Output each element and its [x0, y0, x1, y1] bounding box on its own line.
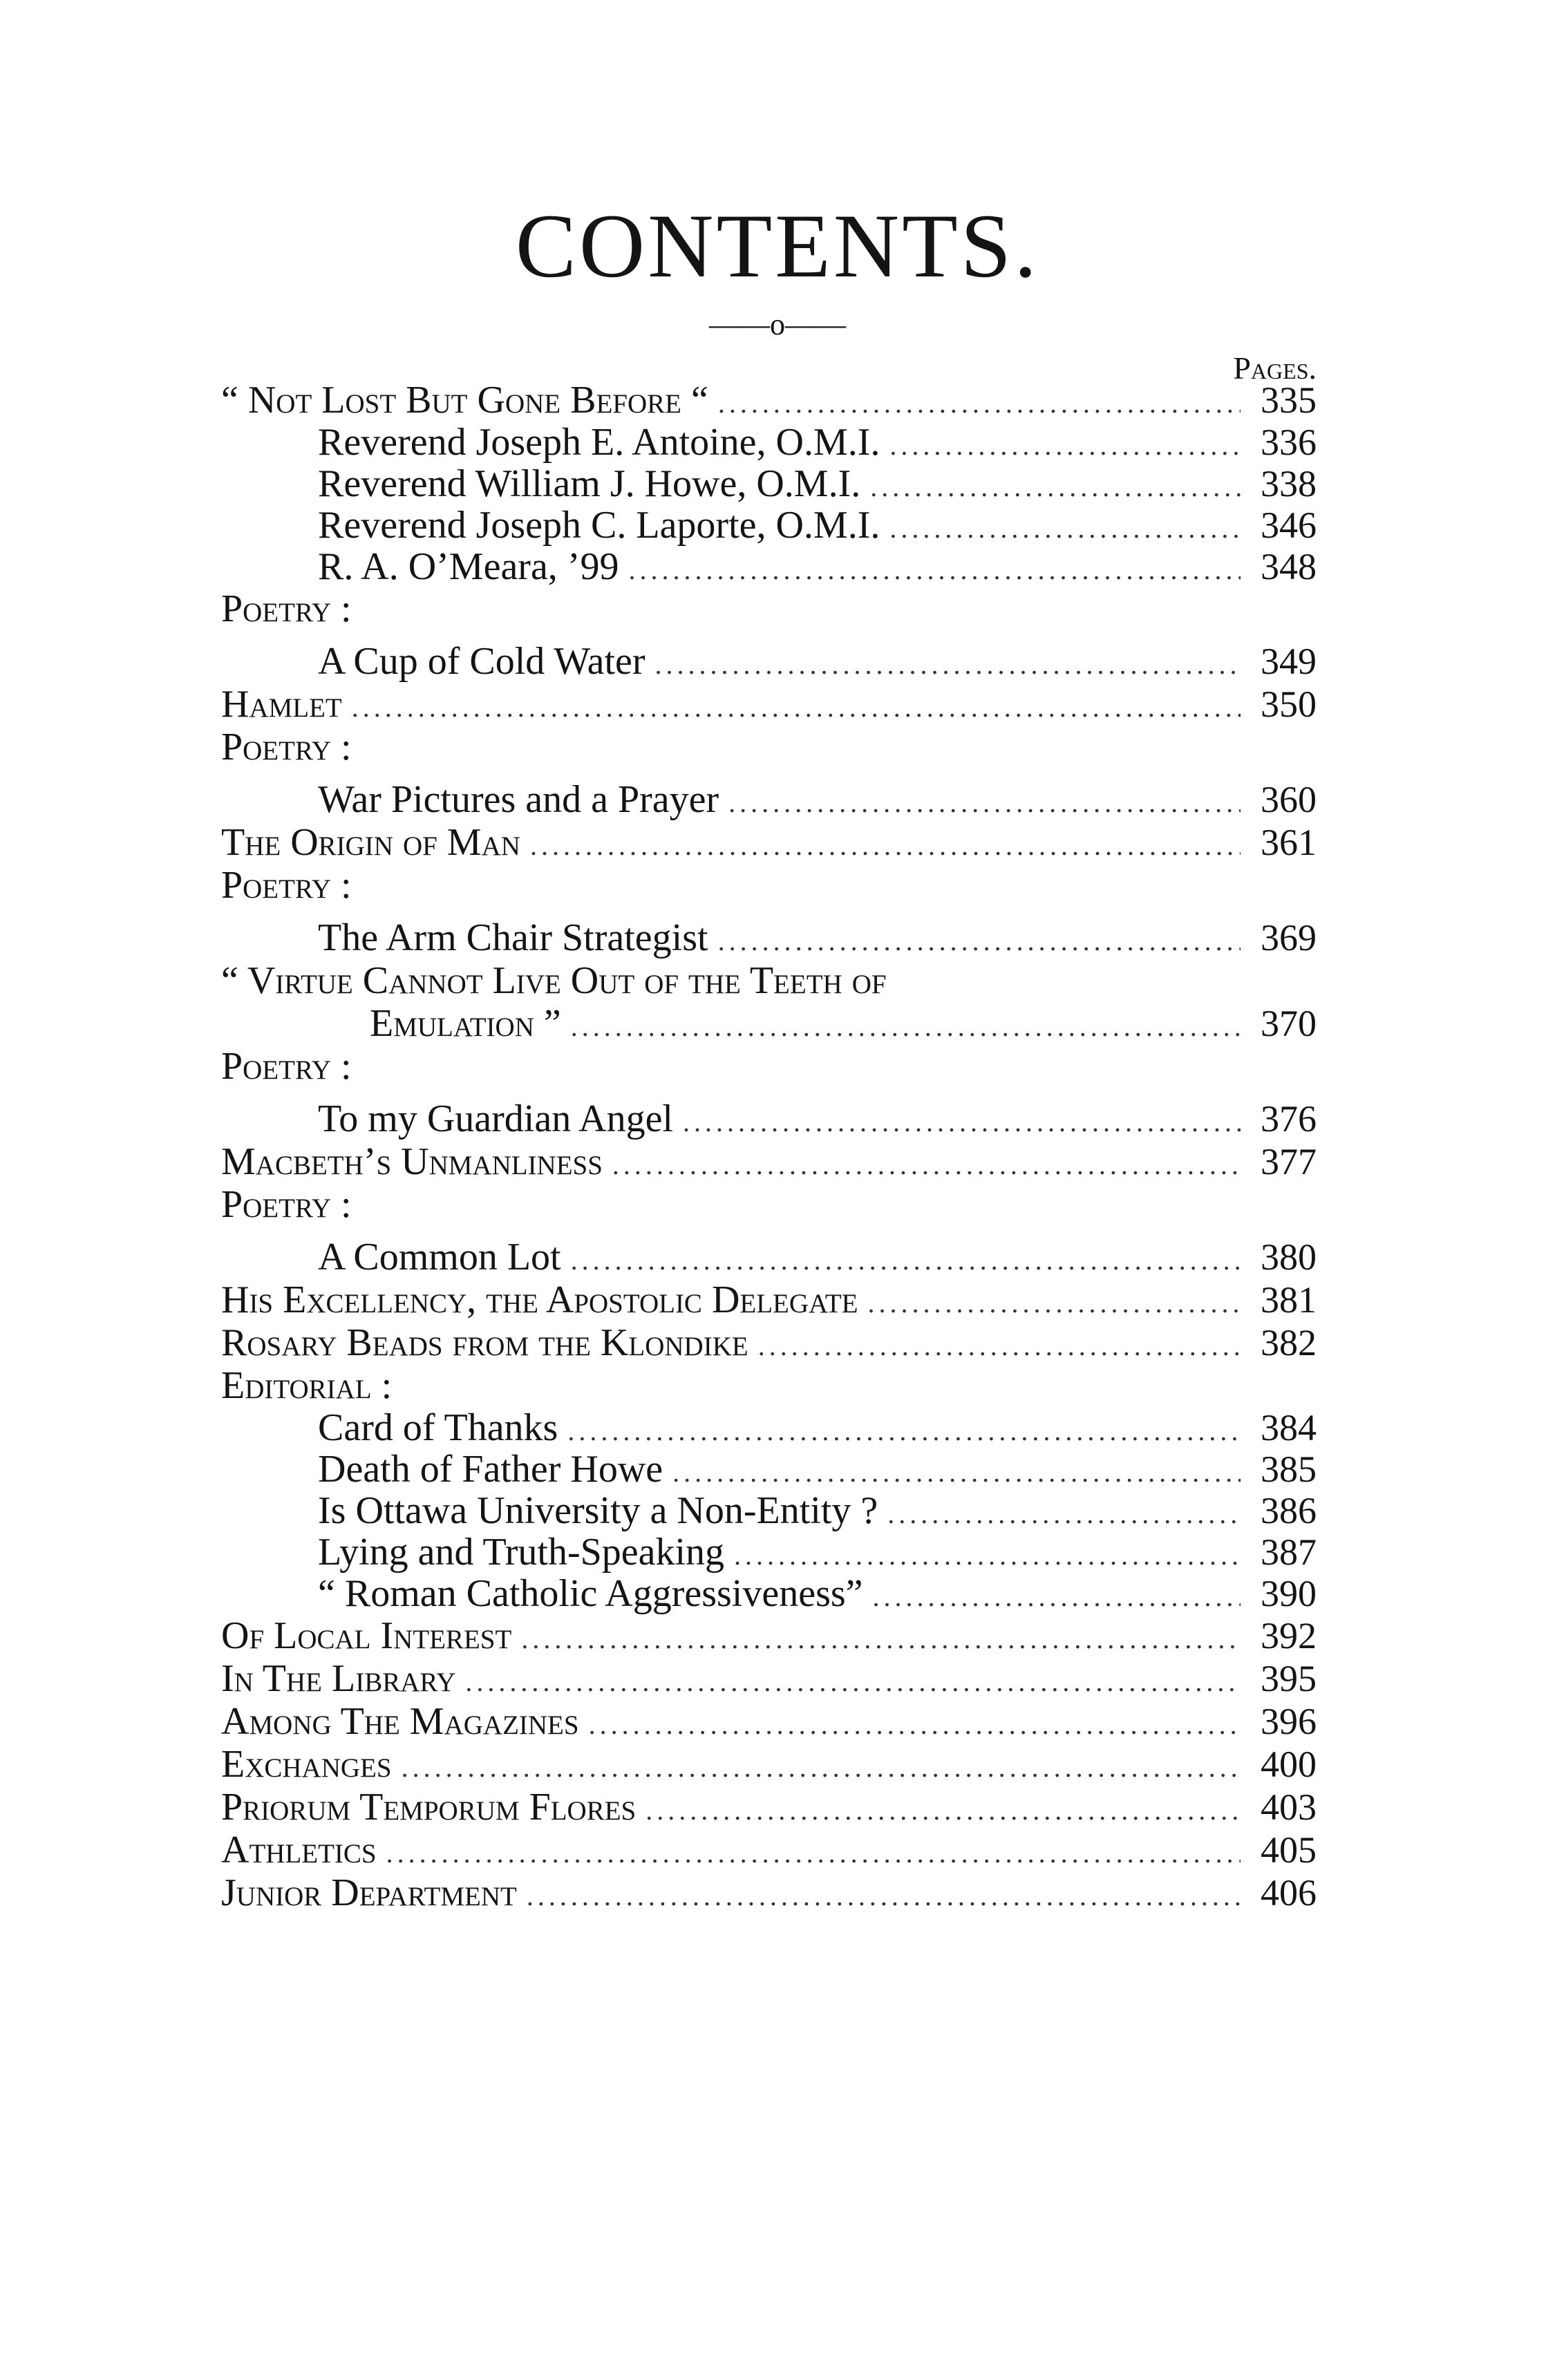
toc-entry-title: Rosary Beads from the Klondike — [221, 1321, 748, 1364]
dot-leader — [571, 1239, 1241, 1282]
pages-column-label: Pages. — [1233, 350, 1317, 386]
toc-entry — [221, 1364, 1317, 1407]
toc-entry — [221, 640, 1317, 683]
toc-entry-page-number: 386 — [1261, 1490, 1317, 1531]
toc-entry-title: “ Roman Catholic Aggressiveness” — [318, 1572, 863, 1615]
dot-leader — [612, 1144, 1241, 1187]
toc-entry-page-number: 349 — [1261, 641, 1317, 682]
toc-entry-title: Poetry : — [221, 1183, 352, 1226]
toc-entry-page-number: 369 — [1261, 917, 1317, 958]
toc-entry-page-number: 396 — [1261, 1701, 1317, 1742]
toc-entry-page-number: 392 — [1261, 1615, 1317, 1656]
toc-entry-page-number: 384 — [1261, 1407, 1317, 1448]
toc-entry — [221, 504, 1317, 546]
dot-leader — [571, 1005, 1241, 1048]
dot-leader — [873, 1576, 1241, 1618]
dot-leader — [870, 466, 1241, 508]
toc-entry-title: Poetry : — [221, 1045, 352, 1088]
toc-entry — [221, 1743, 1317, 1786]
toc-entry — [221, 959, 1317, 1002]
toc-entry — [221, 821, 1317, 864]
dot-leader — [672, 1452, 1241, 1493]
toc-entry — [221, 683, 1317, 726]
toc-entry-title: Reverend William J. Howe, O.M.I. — [318, 462, 861, 505]
toc-entry-page-number: 360 — [1261, 779, 1317, 820]
toc-entry-title: His Excellency, the Apostolic Delegate — [221, 1278, 858, 1321]
toc-entry — [221, 778, 1317, 821]
toc-entry-title: A Common Lot — [318, 1236, 561, 1278]
toc-entry-title: Editorial : — [221, 1364, 393, 1407]
toc-entry-page-number: 370 — [1261, 1003, 1317, 1044]
toc-entry — [221, 379, 1317, 422]
toc-entry — [221, 864, 1317, 907]
toc-entry-title: Athletics — [221, 1829, 377, 1871]
toc-entry-page-number: 387 — [1261, 1531, 1317, 1573]
toc-entry-title: Lying and Truth-Speaking — [318, 1531, 725, 1574]
toc-entry-title: Macbeth’s Unmanliness — [221, 1140, 603, 1183]
toc-entry-page-number: 376 — [1261, 1098, 1317, 1140]
dot-leader — [889, 425, 1241, 466]
toc-entry — [221, 546, 1317, 587]
toc-entry-page-number: 406 — [1261, 1872, 1317, 1914]
dot-leader — [655, 643, 1241, 686]
toc-entry — [221, 1871, 1317, 1914]
toc-entry-page-number: 390 — [1261, 1573, 1317, 1614]
toc-entry-title: Poetry : — [221, 864, 352, 907]
toc-entry — [221, 1490, 1317, 1531]
toc-entry — [221, 1140, 1317, 1183]
toc-entry-title: Exchanges — [221, 1743, 392, 1786]
dot-leader — [402, 1746, 1241, 1789]
toc-entry-page-number: 361 — [1261, 822, 1317, 863]
toc-entry — [221, 422, 1317, 463]
toc-entry — [221, 1448, 1317, 1490]
toc-entry — [221, 1278, 1317, 1321]
toc-entry-page-number: 350 — [1261, 683, 1317, 725]
dot-leader — [628, 549, 1241, 591]
toc-entry — [221, 1786, 1317, 1829]
toc-entry-page-number: 377 — [1261, 1141, 1317, 1182]
dot-leader — [530, 824, 1241, 867]
dot-leader — [718, 920, 1241, 963]
title-divider: ——o—— — [709, 308, 846, 341]
toc-entry-title: “ Not Lost But Gone Before “ — [221, 379, 708, 422]
toc-entry-title: Card of Thanks — [318, 1406, 558, 1449]
page-title: CONTENTS. — [515, 195, 1040, 296]
dot-leader — [589, 1703, 1241, 1746]
toc-entry-title: Is Ottawa University a Non-Entity ? — [318, 1489, 878, 1532]
dot-leader — [645, 1789, 1241, 1832]
toc-entry-page-number: 348 — [1261, 546, 1317, 587]
toc-entry — [221, 1573, 1317, 1614]
toc-entry-title: The Origin of Man — [221, 821, 520, 864]
toc-entry-title: The Arm Chair Strategist — [318, 916, 708, 959]
toc-entry-title: Reverend Joseph C. Laporte, O.M.I. — [318, 504, 880, 547]
toc-entry-title: Priorum Temporum Flores — [221, 1786, 637, 1829]
toc-entry — [221, 1002, 1317, 1045]
dot-leader — [465, 1661, 1241, 1703]
toc-entry-page-number: 336 — [1261, 422, 1317, 463]
toc-entry — [221, 726, 1317, 768]
toc-entry-page-number: 400 — [1261, 1744, 1317, 1785]
dot-leader — [889, 508, 1241, 549]
dot-leader — [887, 1493, 1241, 1535]
toc-entry — [221, 1236, 1317, 1278]
toc-entry-title: War Pictures and a Prayer — [318, 778, 719, 821]
toc-entry-title: Junior Department — [221, 1871, 517, 1914]
dot-leader — [734, 1535, 1241, 1576]
toc-entry-title: To my Guardian Angel — [318, 1097, 673, 1140]
dot-leader — [868, 1282, 1241, 1325]
toc-entry — [221, 1407, 1317, 1448]
toc-entry-title: Death of Father Howe — [318, 1448, 663, 1491]
toc-entry-page-number: 382 — [1261, 1322, 1317, 1363]
toc-entry-title: A Cup of Cold Water — [318, 640, 645, 683]
dot-leader — [352, 686, 1241, 729]
toc-entry-page-number: 380 — [1261, 1236, 1317, 1278]
toc-entry — [221, 1700, 1317, 1743]
toc-entry-page-number: 346 — [1261, 504, 1317, 546]
toc-entry-title: Among The Magazines — [221, 1700, 579, 1743]
toc-entry — [221, 1183, 1317, 1226]
toc-entry-page-number: 385 — [1261, 1448, 1317, 1490]
toc-entry — [221, 1321, 1317, 1364]
toc-entry-title: Poetry : — [221, 587, 352, 630]
table-of-contents — [221, 379, 1317, 1914]
toc-entry — [221, 916, 1317, 959]
toc-entry-page-number: 395 — [1261, 1658, 1317, 1699]
toc-entry — [221, 1657, 1317, 1700]
dot-leader — [683, 1101, 1241, 1144]
toc-entry-page-number: 338 — [1261, 463, 1317, 504]
toc-entry — [221, 1531, 1317, 1573]
toc-entry — [221, 1045, 1317, 1088]
toc-entry-title: R. A. O’Meara, ’99 — [318, 545, 619, 588]
toc-entry-title: Of Local Interest — [221, 1614, 512, 1657]
dot-leader — [386, 1832, 1241, 1875]
dot-leader — [567, 1410, 1241, 1452]
toc-entry-title: In The Library — [221, 1657, 456, 1700]
toc-entry-title: Poetry : — [221, 726, 352, 768]
dot-leader — [527, 1875, 1241, 1918]
toc-entry-page-number: 405 — [1261, 1829, 1317, 1871]
toc-entry — [221, 1614, 1317, 1657]
dot-leader — [758, 1325, 1241, 1368]
toc-entry — [221, 587, 1317, 630]
toc-entry — [221, 1829, 1317, 1871]
toc-entry-title: Reverend Joseph E. Antoine, O.M.I. — [318, 421, 880, 464]
toc-entry-page-number: 403 — [1261, 1786, 1317, 1828]
toc-entry-page-number: 381 — [1261, 1279, 1317, 1321]
toc-entry-title: Hamlet — [221, 683, 342, 726]
dot-leader — [718, 382, 1241, 425]
dot-leader — [728, 782, 1241, 824]
dot-leader — [521, 1618, 1241, 1661]
toc-entry-title: “ Virtue Cannot Live Out of the Teeth of — [221, 959, 887, 1002]
toc-entry — [221, 463, 1317, 504]
toc-entry-page-number: 335 — [1261, 379, 1317, 421]
toc-entry — [221, 1097, 1317, 1140]
toc-entry-title: Emulation ” — [370, 1002, 561, 1045]
